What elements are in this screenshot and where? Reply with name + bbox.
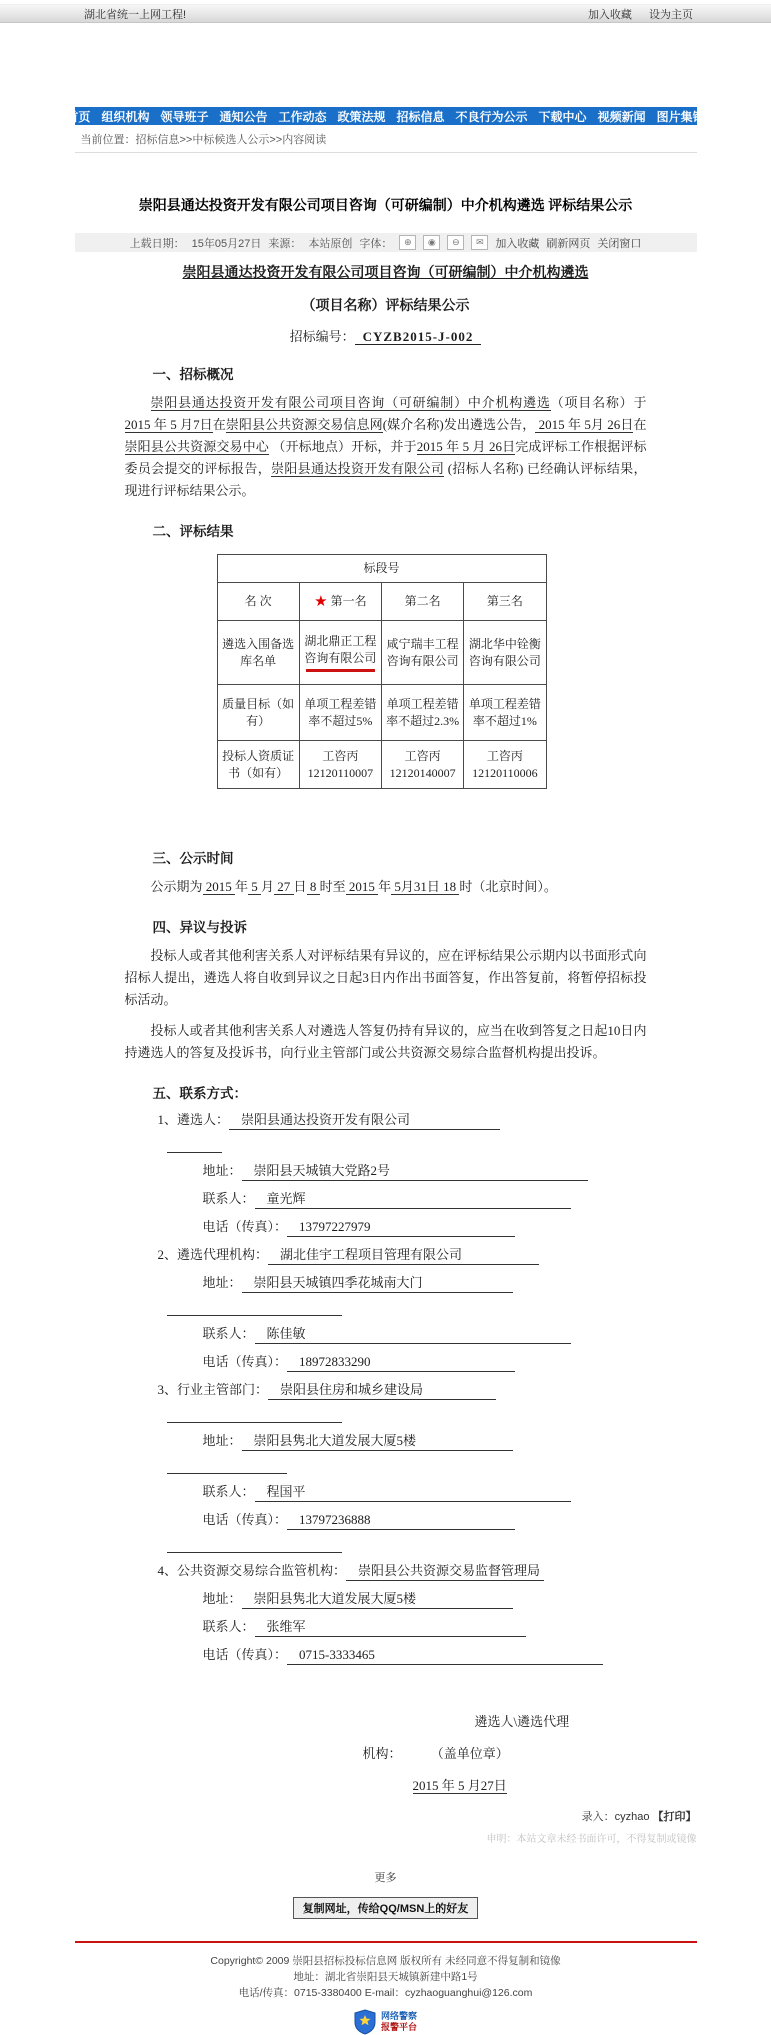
signature-party-line: 遴选人\遴选代理 — [474, 1714, 570, 1729]
meta-add-favorite-link[interactable]: 加入收藏 — [495, 237, 540, 250]
contact-line-phone-3 — [203, 1510, 647, 1530]
nav-item-home[interactable]: 首页 — [66, 109, 91, 124]
contact-line-authority — [158, 1380, 647, 1400]
winner-red-underline — [306, 669, 375, 672]
contact-line-address-4 — [203, 1589, 647, 1609]
meta-close-window-link[interactable]: 关闭窗口 — [597, 237, 642, 250]
quality-target-second: 单项工程差错率不超过2.3% — [382, 685, 464, 741]
contact-label: 地址： — [202, 1275, 242, 1290]
badge-line-2: 报警平台 — [380, 2022, 417, 2032]
announcement-document — [125, 262, 647, 1794]
topbar-slogan: 湖北省统一上网工程! — [84, 8, 187, 21]
signature-date-line — [413, 1775, 647, 1794]
footer-copyright: Copyright© 2009 崇阳县招标投标信息网 版权所有 未经同意不得复制和镜像 — [210, 1955, 561, 1967]
contact-value: 13797236888 — [287, 1510, 515, 1530]
certificate-first: 工咨丙12120110007 — [299, 741, 381, 789]
certificate-third: 工咨丙12120110006 — [464, 741, 546, 789]
contact-value: 崇阳县隽北大道发展大厦5楼 — [242, 1431, 513, 1451]
contact-value: 崇阳县公共资源交易监督管理局 — [346, 1561, 544, 1581]
quality-target-label-cell: 质量目标（如有） — [217, 685, 299, 741]
contact-value: 18972833290 — [287, 1352, 515, 1372]
nav-item-video-news[interactable]: 视频新闻 — [597, 109, 646, 124]
copy-url-wrap — [75, 1897, 697, 1919]
first-place-label: 第一名 — [330, 593, 367, 608]
second-company-cell: 咸宁瑞丰工程咨询有限公司 — [382, 621, 464, 685]
contact-label: 联系人： — [202, 1484, 255, 1499]
contact-label: 公共资源交易综合监管机构： — [177, 1563, 347, 1578]
contact-value: 崇阳县天城镇大党路2号 — [242, 1161, 588, 1181]
contact-label: 电话（传真）： — [202, 1354, 288, 1369]
entry-print-line — [75, 1808, 697, 1824]
contact-value: 程国平 — [255, 1482, 571, 1502]
upload-date: 15年05月27日 — [191, 237, 262, 250]
third-company-cell: 湖北华中铨衡咨询有限公司 — [464, 621, 546, 685]
shortlist-label-cell: 遴选入围备选库名单 — [217, 621, 299, 685]
nav-item-bid-info[interactable]: 招标信息 — [396, 109, 445, 124]
main-navigation — [66, 107, 705, 125]
breadcrumb[interactable]: 当前位置：招标信息>>中标候选人公示>>内容阅读 — [75, 125, 697, 153]
contact-value: 13797227979 — [287, 1217, 515, 1237]
contact-line-phone-4 — [203, 1645, 647, 1665]
document-title-line2: （项目名称）评标结果公示 — [301, 299, 470, 314]
site-footer — [75, 1953, 697, 2001]
source-label: 来源： — [268, 237, 302, 250]
font-size-label: 字体： — [359, 237, 393, 250]
section2-heading: 二、评标结果 — [152, 524, 234, 539]
nav-item-photo-gallery[interactable]: 图片集锦 — [656, 109, 705, 124]
copy-url-button[interactable]: 复制网址，传给QQ/MSN上的好友 — [293, 1897, 479, 1919]
contact-number: 4、 — [157, 1563, 178, 1578]
bid-number-value: CYZB2015-J-002 — [355, 329, 482, 345]
blank-underline — [167, 1539, 342, 1553]
contact-value: 崇阳县住房和城乡建设局 — [268, 1380, 496, 1400]
first-place-star-icon: ★ — [314, 593, 328, 610]
contact-value: 张维军 — [255, 1617, 526, 1637]
nav-item-organization[interactable]: 组织机构 — [101, 109, 150, 124]
signature-seal-note: （盖单位章） — [430, 1746, 509, 1761]
copyright-disclaimer: 申明：本站文章未经书面许可，不得复制或镜像 — [486, 1834, 697, 1845]
section4-paragraph-1: 投标人或者其他利害关系人对评标结果有异议的，应在评标结果公示期内以书面形式向招标人提出，遴选人将自收到异议之日起3日内作出书面答复，作出答复前，将暂停招标投标活动。 — [124, 948, 647, 1007]
contact-line-phone-2 — [203, 1352, 647, 1372]
contact-number: 3、 — [157, 1382, 178, 1397]
font-reset-icon[interactable]: ◉ — [423, 235, 440, 250]
contact-label: 行业主管部门： — [177, 1382, 269, 1397]
contact-line-person-4 — [203, 1617, 647, 1637]
add-favorite-link[interactable]: 加入收藏 — [587, 8, 632, 21]
bid-number-line — [125, 326, 647, 345]
winner-company-cell — [299, 621, 381, 685]
signature-org-label: 机构： — [362, 1746, 402, 1761]
banner-placeholder — [0, 23, 771, 107]
police-badge-text — [381, 2011, 417, 2033]
contact-line-phone-1 — [203, 1217, 647, 1237]
contact-number: 1、 — [157, 1112, 178, 1127]
section5-heading: 五、联系方式： — [152, 1086, 247, 1101]
meta-refresh-link[interactable]: 刷新网页 — [546, 237, 591, 250]
contact-line-person-3 — [203, 1482, 647, 1502]
footer-address: 地址：湖北省崇阳县天城镇新建中路1号 — [293, 1971, 478, 1983]
font-zoom-in-icon[interactable]: ⊕ — [399, 235, 416, 250]
rank-label-cell: 名 次 — [217, 583, 299, 621]
set-homepage-link[interactable]: 设为主页 — [649, 8, 693, 21]
section3-heading: 三、公示时间 — [152, 851, 234, 866]
entry-author: 录入：cyzhao — [581, 1811, 650, 1823]
winner-company-name: 湖北鼎正工程咨询有限公司 — [304, 634, 377, 665]
certificate-label-cell: 投标人资质证书（如有） — [217, 741, 299, 789]
second-place-cell: 第二名 — [382, 583, 464, 621]
contact-value: 崇阳县隽北大道发展大厦5楼 — [242, 1589, 513, 1609]
topbar-links — [574, 6, 693, 22]
certificate-second: 工咨丙12120140007 — [382, 741, 464, 789]
contact-number: 2、 — [157, 1247, 178, 1262]
page-title: 崇阳县通达投资开发有限公司项目咨询（可研编制）中介机构遴选 评标结果公示 — [138, 199, 633, 214]
contact-line-agency — [158, 1245, 647, 1265]
police-badge-link[interactable] — [75, 2009, 697, 2035]
footer-phone-email: 电话/传真：0715-3380400 E-mail：cyzhaoguanghui@126.com — [238, 1987, 533, 1999]
signature-date: 2015 年 5 月27日 — [412, 1778, 507, 1793]
contact-label: 遴选代理机构： — [177, 1247, 269, 1262]
contact-label: 地址： — [202, 1433, 242, 1448]
contact-line-person-1 — [203, 1189, 647, 1209]
contact-line-supervisor — [158, 1561, 647, 1581]
contact-value: 陈佳敏 — [255, 1324, 571, 1344]
section1-heading: 一、招标概况 — [152, 367, 234, 382]
blank-underline — [167, 1302, 342, 1316]
contact-label: 联系人： — [202, 1191, 255, 1206]
blank-underline — [167, 1409, 342, 1423]
section1-paragraph: 崇阳县通达投资开发有限公司项目咨询（可研编制）中介机构遴选（项目名称）于 2015 年 5 月7日在崇阳县公共资源交易信息网(媒介名称)发出遴选公告， 2015 年 5月 26日在 崇阳县公共资源交易中心 （开标地点）开标，并于2015 年 5 月 26日完成评标工作根据评标委员会提交的评标报告，崇阳县通达投资开发有限公司 (招标人名称) 已经确认评标结果，现进行评标结果公示。 — [124, 395, 647, 498]
evaluation-result-table — [217, 554, 547, 789]
contact-line-address-3 — [203, 1431, 647, 1451]
bid-number-label: 招标编号： — [289, 329, 355, 344]
contact-label: 联系人： — [202, 1619, 255, 1634]
mail-icon[interactable]: ✉ — [471, 235, 488, 250]
blank-underline — [167, 1460, 287, 1474]
contact-value: 崇阳县通达投资开发有限公司 — [229, 1110, 500, 1130]
contact-value: 湖北佳宇工程项目管理有限公司 — [268, 1245, 539, 1265]
section4-heading: 四、异议与投诉 — [152, 920, 247, 935]
nav-item-bad-behavior[interactable]: 不良行为公示 — [455, 109, 528, 124]
quality-target-first: 单项工程差错率不超过5% — [299, 685, 381, 741]
contact-label: 电话（传真）： — [202, 1512, 288, 1527]
contact-value: 崇阳县天城镇四季花城南大门 — [242, 1273, 513, 1293]
contact-line-person-2 — [203, 1324, 647, 1344]
nav-item-notices[interactable]: 通知公告 — [219, 109, 268, 124]
contact-value: 0715-3333465 — [287, 1645, 603, 1665]
contact-line-address-2 — [203, 1273, 647, 1293]
nav-item-leadership[interactable]: 领导班子 — [160, 109, 209, 124]
section3-paragraph: 公示期为 2015 年 5 月 27 日 8 时至 2015 年 5月31日 18 时（北京时间）。 — [150, 879, 557, 894]
contact-label: 联系人： — [202, 1326, 255, 1341]
nav-item-work-news[interactable]: 工作动态 — [278, 109, 327, 124]
contact-label: 地址： — [202, 1591, 242, 1606]
footer-red-divider — [75, 1941, 697, 1943]
nav-item-policies[interactable]: 政策法规 — [337, 109, 386, 124]
contact-value: 童光辉 — [255, 1189, 571, 1209]
more-link[interactable]: 更多 — [374, 1872, 397, 1884]
article-meta-bar — [75, 233, 697, 252]
contact-label: 电话（传真）： — [202, 1219, 288, 1234]
source-value: 本站原创 — [308, 237, 353, 250]
table-header-section-number: 标段号 — [217, 555, 546, 583]
blank-underline — [167, 1139, 222, 1153]
third-place-cell: 第三名 — [464, 583, 546, 621]
contact-line-selector — [158, 1110, 647, 1130]
font-zoom-out-icon[interactable]: ⊖ — [447, 235, 464, 250]
contact-label: 电话（传真）： — [202, 1647, 288, 1662]
upload-date-label: 上载日期： — [129, 237, 185, 250]
first-place-cell — [299, 583, 381, 621]
contact-label: 遴选人： — [177, 1112, 230, 1127]
print-button[interactable]: 【打印】 — [652, 1811, 697, 1823]
contact-label: 地址： — [202, 1163, 242, 1178]
contact-line-address-1 — [203, 1161, 647, 1181]
quality-target-third: 单项工程差错率不超过1% — [464, 685, 546, 741]
police-badge-icon — [354, 2009, 376, 2035]
section4-paragraph-2: 投标人或者其他利害关系人对遴选人答复仍持有异议的，应当在收到答复之日起10日内持遴选人的答复及投诉书，向行业主管部门或公共资源交易综合监督机构提出投诉。 — [124, 1023, 647, 1060]
document-title-line1: 崇阳县通达投资开发有限公司项目咨询（可研编制）中介机构遴选 — [182, 266, 589, 281]
signature-org-line — [363, 1743, 647, 1762]
badge-line-1: 网络警察 — [380, 2011, 417, 2021]
nav-item-downloads[interactable]: 下载中心 — [538, 109, 587, 124]
top-utility-bar — [0, 4, 771, 23]
